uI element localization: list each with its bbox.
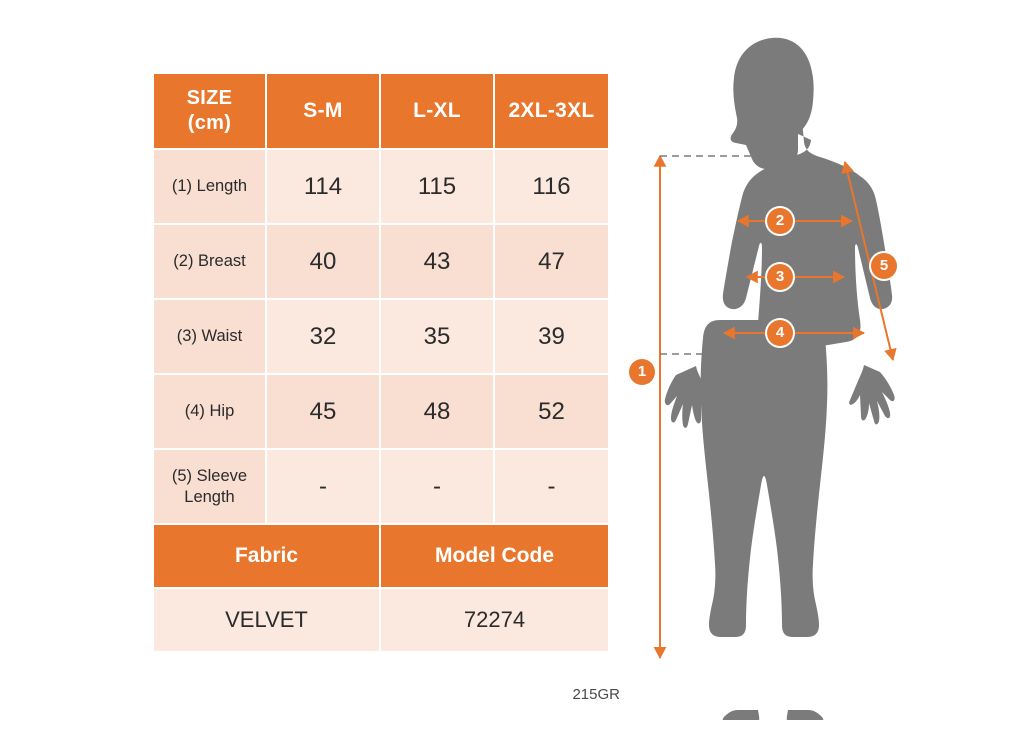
- column-header-s-m: S-M: [266, 73, 380, 149]
- sleeve-label-line2: Length: [184, 487, 235, 506]
- column-header-l-xl: L-XL: [380, 73, 494, 149]
- female-body-silhouette-icon: [665, 38, 895, 720]
- cell-fabric-value: VELVET: [153, 588, 380, 652]
- cell-sleeve-l-xl: -: [380, 449, 494, 524]
- cell-hip-2xl-3xl: 52: [494, 374, 609, 449]
- size-header-line1: SIZE: [186, 87, 233, 109]
- row-label-hip: (4) Hip: [153, 374, 266, 449]
- table-row: [153, 149, 609, 224]
- badge-4-hip: 4: [767, 320, 793, 346]
- row-label-length: (1) Length: [153, 149, 266, 224]
- column-header-2xl-3xl: 2XL-3XL: [494, 73, 609, 149]
- cell-length-l-xl: 115: [380, 149, 494, 224]
- table-header-row: [153, 73, 609, 149]
- cell-waist-l-xl: 35: [380, 299, 494, 374]
- table-row: [153, 374, 609, 449]
- cell-breast-2xl-3xl: 47: [494, 224, 609, 299]
- measurement-diagram: [612, 20, 1012, 720]
- cell-breast-l-xl: 43: [380, 224, 494, 299]
- badge-5-sleeve-length: 5: [871, 253, 897, 279]
- cell-sleeve-s-m: -: [266, 449, 380, 524]
- row-label-breast: (2) Breast: [153, 224, 266, 299]
- cell-hip-l-xl: 48: [380, 374, 494, 449]
- cell-hip-s-m: 45: [266, 374, 380, 449]
- row-label-waist: (3) Waist: [153, 299, 266, 374]
- cell-sleeve-2xl-3xl: -: [494, 449, 609, 524]
- badge-1-length: 1: [629, 359, 655, 385]
- weight-note: 215GR: [572, 686, 620, 703]
- table-row: [153, 224, 609, 299]
- badge-3-waist: 3: [767, 264, 793, 290]
- size-chart-table: [152, 72, 610, 653]
- table-footer-value-row: [153, 588, 609, 652]
- table-footer-header-row: [153, 524, 609, 588]
- silhouette-and-measures-svg: [612, 20, 1012, 720]
- cell-length-s-m: 114: [266, 149, 380, 224]
- cell-waist-2xl-3xl: 39: [494, 299, 609, 374]
- badge-2-breast: 2: [767, 208, 793, 234]
- cell-breast-s-m: 40: [266, 224, 380, 299]
- column-header-size: [153, 73, 266, 149]
- size-header-line2: (cm): [187, 112, 232, 134]
- table-row: [153, 299, 609, 374]
- row-label-sleeve-length: [153, 449, 266, 524]
- table-row: [153, 449, 609, 524]
- column-header-model-code: Model Code: [380, 524, 609, 588]
- cell-waist-s-m: 32: [266, 299, 380, 374]
- cell-model-code-value: 72274: [380, 588, 609, 652]
- cell-length-2xl-3xl: 116: [494, 149, 609, 224]
- sleeve-label-line1: (5) Sleeve: [171, 466, 248, 485]
- column-header-fabric: Fabric: [153, 524, 380, 588]
